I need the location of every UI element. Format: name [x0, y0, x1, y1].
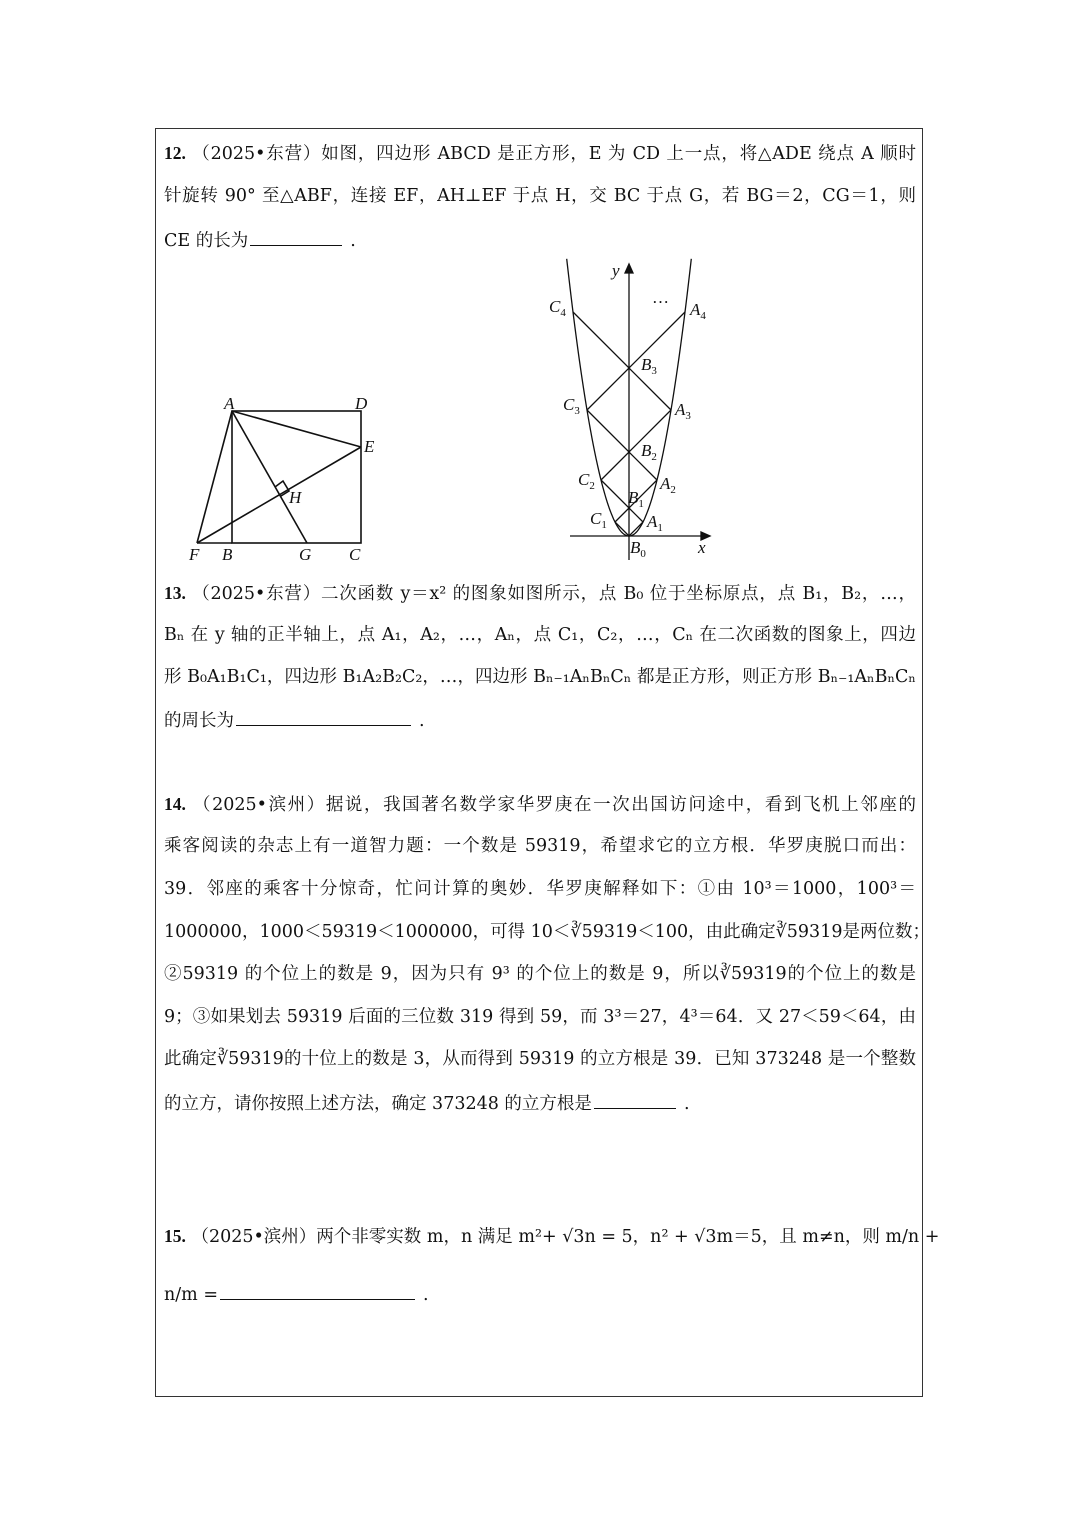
label-B: B — [222, 545, 233, 564]
label-A1: $A_1$ — [647, 512, 663, 534]
label-C1: $C_1$ — [590, 509, 607, 531]
q14-number: 14. — [164, 794, 186, 814]
q13-line-4 — [164, 707, 916, 733]
q13-line-2: Bₙ 在 y 轴的正半轴上，点 A₁，A₂，…，Aₙ，点 C₁，C₂，…，Cₙ 在二次函数的图象上，四边 — [164, 625, 916, 645]
label-A4: $A_4$ — [690, 300, 706, 322]
q13-number: 13. — [164, 583, 186, 603]
label-B2: $B_2$ — [641, 441, 657, 463]
q14-text: （2025•滨州）据说，我国著名数学家华罗庚在一次出国访问途中，看到飞机上邻座的 — [193, 795, 916, 815]
label-E: E — [364, 437, 375, 456]
label-F: F — [189, 545, 200, 564]
label-C2: $C_2$ — [578, 470, 595, 492]
label-B0: $B_0$ — [630, 538, 646, 560]
q14-line-4: 1000000，1000＜59319＜1000000，可得 10＜∛59319＜100，由此确定∛59319是两位数； — [164, 922, 930, 942]
q13-line-1 — [164, 581, 916, 606]
q14-line-7: 此确定∛59319的十位上的数是 3，从而得到 59319 的立方根是 39．已知 373248 是一个整数 — [164, 1049, 916, 1069]
label-D: D — [355, 394, 368, 413]
period: . — [350, 231, 356, 251]
label-C4: $C_4$ — [549, 297, 566, 319]
q12-line-1 — [164, 141, 916, 166]
label-H: H — [289, 488, 302, 507]
q15-text: n/m = — [164, 1285, 218, 1305]
label-C: C — [349, 545, 361, 564]
q12-number: 12. — [164, 143, 186, 163]
ellipsis: … — [652, 288, 669, 307]
q12-line-2: 针旋转 90° 至△ABF，连接 EF，AH⊥EF 于点 H，交 BC 于点 G，若 BG＝2，CG＝1，则 — [164, 186, 916, 206]
q13-text: 的周长为 — [164, 711, 234, 731]
question-box — [155, 128, 930, 1397]
label-B1: $B_1$ — [628, 488, 644, 510]
answer-blank[interactable] — [594, 1090, 676, 1109]
q12-text: （2025•东营）如图，四边形 ABCD 是正方形，E 为 CD 上一点，将△ADE 绕点 A 顺时 — [192, 144, 916, 164]
q15-text: （2025•滨州）两个非零实数 m，n 满足 m²+ √3n = 5，n² + √3m＝5，且 m≠n，则 m/n + — [191, 1227, 940, 1247]
label-y: y — [612, 261, 620, 280]
label-G: G — [299, 545, 312, 564]
parabola-figure — [540, 255, 730, 565]
period: . — [683, 1094, 690, 1114]
label-B3: $B_3$ — [641, 355, 657, 377]
q14-line-6: 9；③如果划去 59319 后面的三位数 319 得到 59，而 3³＝27，4³＝64．又 27＜59＜64，由 — [164, 1007, 916, 1027]
label-x: x — [698, 538, 706, 557]
q14-line-2: 乘客阅读的杂志上有一道智力题：一个数是 59319，希望求它的立方根．华罗庚脱口而出： — [164, 836, 916, 856]
label-C3: $C_3$ — [563, 395, 580, 417]
q13-text: （2025•东营）二次函数 y＝x² 的图象如图所示，点 B₀ 位于坐标原点，点 B₁，B₂，…， — [192, 584, 916, 604]
answer-blank[interactable] — [236, 707, 411, 726]
q12-text: CE 的长为 — [164, 231, 249, 251]
period: . — [419, 711, 425, 731]
answer-blank[interactable] — [250, 227, 342, 246]
q14-line-8 — [164, 1090, 916, 1116]
q12-line-3 — [164, 227, 916, 253]
q15-number: 15. — [164, 1226, 186, 1246]
q14-text: 的立方，请你按照上述方法，确定 373248 的立方根是 — [164, 1094, 592, 1114]
label-A: A — [224, 394, 235, 413]
square-figure — [180, 385, 390, 570]
label-A3: $A_3$ — [675, 400, 691, 422]
q15-line-2 — [164, 1281, 916, 1307]
q13-line-3: 形 B₀A₁B₁C₁，四边形 B₁A₂B₂C₂，…，四边形 Bₙ₋₁AₙBₙCₙ 都是正方形，则正方形 Bₙ₋₁AₙBₙCₙ — [164, 667, 916, 687]
answer-blank[interactable] — [220, 1281, 415, 1300]
q14-line-1 — [164, 792, 916, 817]
label-A2: $A_2$ — [660, 474, 676, 496]
q14-line-5: ②59319 的个位上的数是 9，因为只有 9³ 的个位上的数是 9，所以∛59319的个位上的数是 — [164, 964, 916, 984]
q15-line-1 — [164, 1224, 940, 1249]
period: . — [423, 1285, 429, 1305]
q14-line-3: 39．邻座的乘客十分惊奇，忙问计算的奥妙．华罗庚解释如下：①由 10³＝1000，100³＝ — [164, 879, 916, 899]
